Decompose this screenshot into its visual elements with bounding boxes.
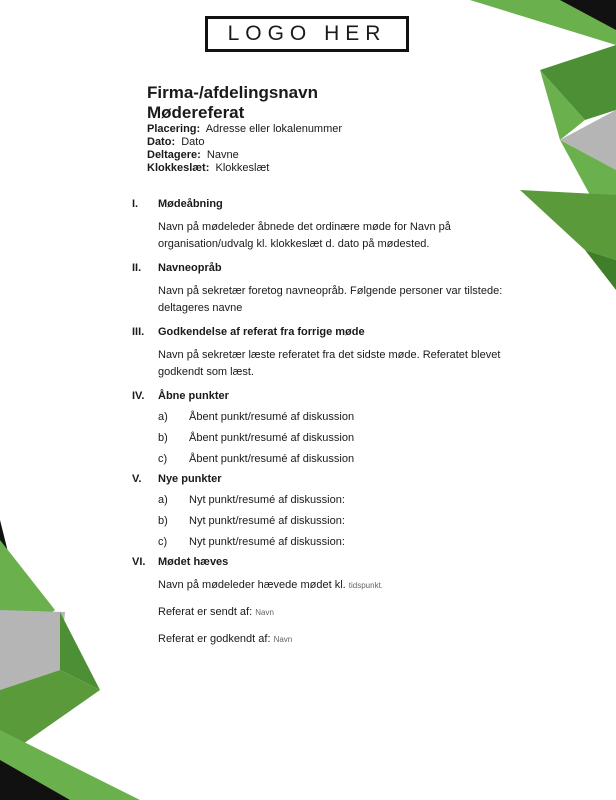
meta-value: Dato — [181, 136, 205, 148]
list-item — [158, 427, 512, 448]
section-text: Navn på sekretær foretog navneopråb. Følgende personer var tilstede: deltageres navne — [158, 285, 503, 314]
placeholder-hint: tidspunkt. — [348, 581, 384, 590]
meta-row-location — [147, 123, 342, 136]
list-text: Åbent punkt/resumé af diskussion — [189, 410, 355, 423]
list-item — [158, 448, 512, 469]
section-title: Nye punkter — [158, 473, 222, 485]
closing-text: Navn på mødeleder hævede mødet kl. — [158, 579, 346, 591]
list-text: Åbent punkt/resumé af diskussion — [189, 431, 355, 444]
list-item — [158, 531, 512, 552]
list-letter: a) — [158, 493, 168, 506]
section-heading — [132, 262, 512, 274]
section-number: VI. — [132, 556, 146, 568]
closing-text: Referat er godkendt af: — [158, 633, 271, 645]
placeholder-hint: Navn — [255, 608, 274, 617]
section-heading — [132, 326, 512, 338]
meta-value: Adresse eller lokalenummer — [205, 123, 343, 135]
list-item — [158, 510, 512, 531]
meta-row-time — [147, 162, 342, 175]
list-letter: b) — [158, 514, 168, 527]
section-title: Mødeåbning — [158, 198, 223, 210]
section-number: V. — [132, 473, 142, 485]
closing-text: Referat er sendt af: — [158, 606, 253, 618]
list-letter: b) — [158, 431, 168, 444]
section-text: Navn på sekretær læste referatet fra det sidste møde. Referatet blevet godkendt som læst. — [158, 349, 501, 378]
section-heading — [132, 390, 512, 402]
section-number: III. — [132, 326, 145, 338]
company-name: Firma-/afdelingsnavn — [147, 83, 318, 102]
list-text: Åbent punkt/resumé af diskussion — [189, 452, 355, 465]
section-heading — [132, 198, 512, 210]
section-title: Åbne punkter — [158, 390, 229, 402]
list-letter: c) — [158, 535, 168, 548]
section-text: Navn på mødeleder åbnede det ordinære møde for Navn på organisation/udvalg kl. klokkeslæt d. dato på mødested. — [158, 221, 451, 250]
meta-label: Placering: — [147, 123, 201, 135]
list-text: Nyt punkt/resumé af diskussion: — [189, 535, 345, 548]
section-number: I. — [132, 198, 139, 210]
list-item — [158, 489, 512, 510]
section-heading — [132, 556, 512, 568]
closing-line — [158, 577, 512, 594]
logo-placeholder — [205, 16, 409, 52]
closing-line — [158, 631, 512, 648]
section-number: IV. — [132, 390, 145, 402]
meta-row-date — [147, 136, 342, 149]
new-items-list — [132, 489, 512, 552]
meta-label: Deltagere: — [147, 149, 201, 161]
document-header — [147, 83, 342, 175]
document-title: Mødereferat — [147, 103, 245, 122]
list-letter: a) — [158, 410, 168, 423]
section-title: Mødet hæves — [158, 556, 229, 568]
meta-value: Klokkeslæt — [215, 162, 270, 174]
meta-value: Navne — [206, 149, 239, 161]
section-number: II. — [132, 262, 142, 274]
meta-label: Klokkeslæt: — [147, 162, 210, 174]
open-items-list — [132, 406, 512, 469]
section-title: Godkendelse af referat fra forrige møde — [158, 326, 365, 338]
list-text: Nyt punkt/resumé af diskussion: — [189, 514, 345, 527]
meta-label: Dato: — [147, 136, 176, 148]
logo-text: LOGO HER — [227, 22, 387, 45]
list-letter: c) — [158, 452, 168, 465]
section-title: Navneopråb — [158, 262, 222, 274]
agenda-sections — [132, 198, 512, 648]
section-heading — [132, 473, 512, 485]
meta-row-attendees — [147, 149, 342, 162]
closing-line — [158, 604, 512, 621]
list-item — [158, 406, 512, 427]
placeholder-hint: Navn — [273, 635, 293, 644]
list-text: Nyt punkt/resumé af diskussion: — [189, 493, 345, 506]
